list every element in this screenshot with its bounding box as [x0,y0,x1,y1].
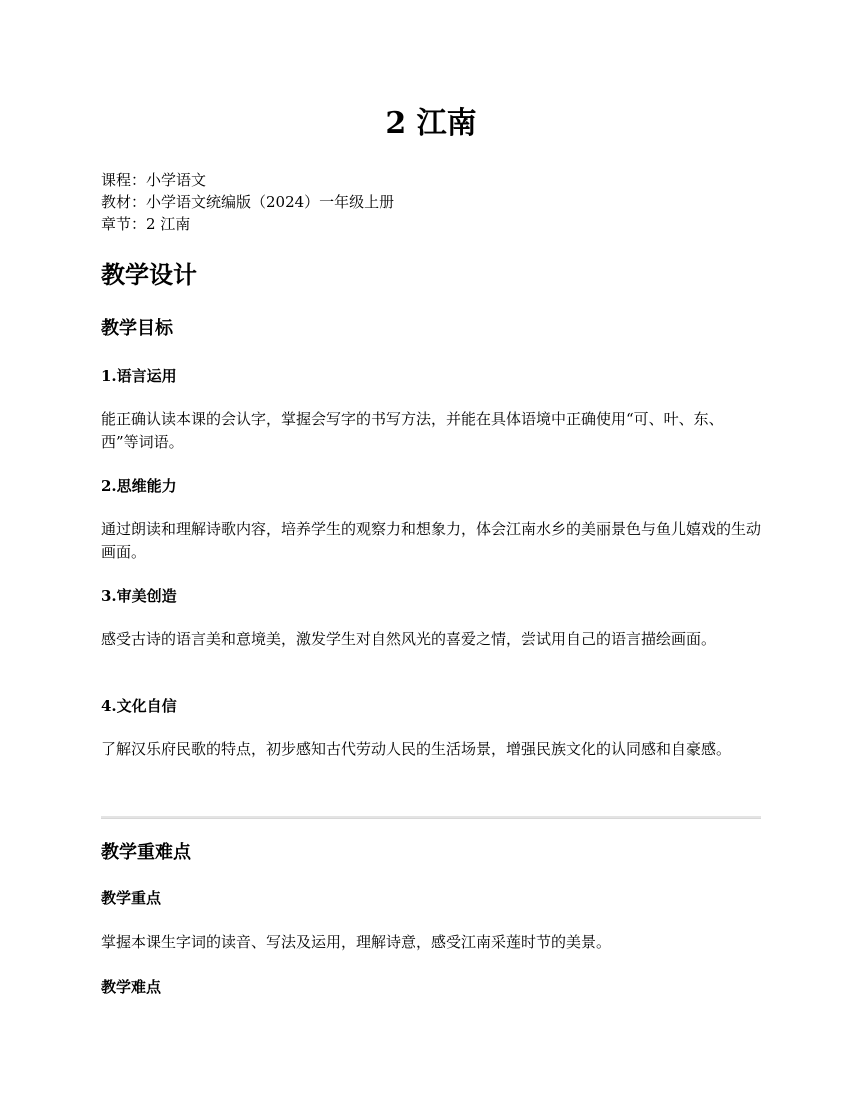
document-meta [101,169,394,235]
objective-text: 感受古诗的语言美和意境美，激发学生对自然风光的喜爱之情，尝试用自己的语言描绘画面。 [101,630,717,648]
focus-title: 教学重点 [101,889,162,907]
document-title: 2 江南 [385,106,477,141]
meta-course: 课程：小学语文 [101,171,207,189]
objective-title: 2.思维能力 [101,477,177,495]
objective-text: 了解汉乐府民歌的特点，初步感知古代劳动人民的生活场景，增强民族文化的认同感和自豪感。 [101,740,732,758]
objective-text: 能正确认读本课的会认字，掌握会写字的书写方法，并能在具体语境中正确使用“可、叶、东、西”等词语。 [101,410,724,451]
difficulty-title: 教学难点 [101,978,162,996]
section-divider [101,816,761,819]
objective-title: 4.文化自信 [101,697,177,715]
objective-title: 3.审美创造 [101,587,177,605]
meta-textbook: 教材：小学语文统编版（2024）一年级上册 [101,193,395,211]
meta-chapter: 章节：2 江南 [101,215,191,233]
design-heading: 教学设计 [101,260,197,289]
focus-text: 掌握本课生字词的读音、写法及运用，理解诗意，感受江南采莲时节的美景。 [101,933,612,951]
objective-text: 通过朗读和理解诗歌内容，培养学生的观察力和想象力，体会江南水乡的美丽景色与鱼儿嬉戏的生动画面。 [101,520,762,561]
objective-title: 1.语言运用 [101,367,177,385]
key-points-heading: 教学重难点 [101,842,191,863]
objectives-heading: 教学目标 [101,318,173,339]
